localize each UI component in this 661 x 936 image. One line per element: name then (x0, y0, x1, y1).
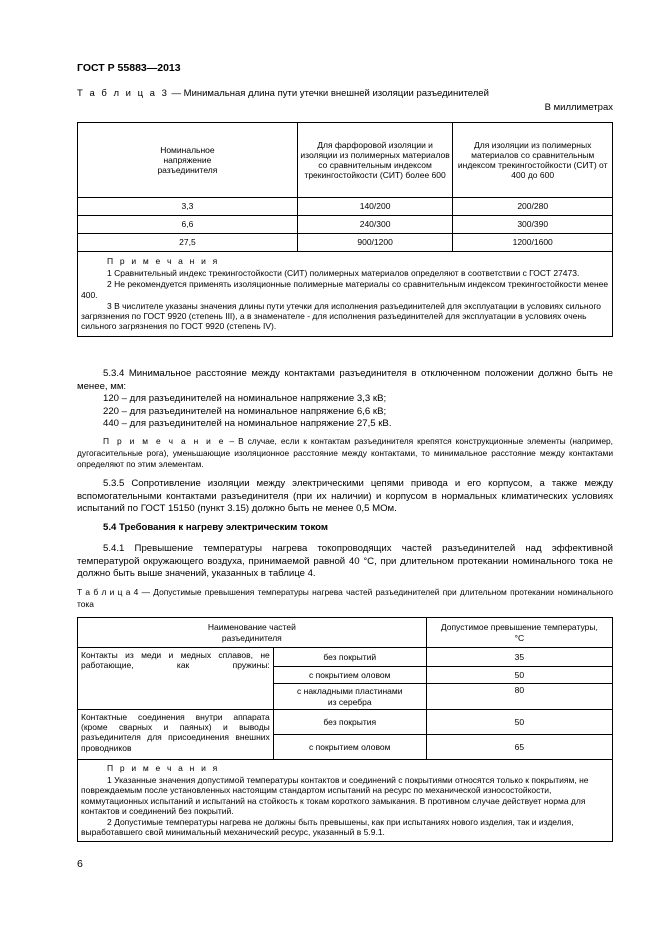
table3-cell: 3,3 (78, 198, 298, 216)
table4-value: 50 (426, 710, 612, 735)
table-row (78, 648, 613, 667)
table3-caption-rest: — Минимальная длина пути утечки внешней изоляции разъединителей (168, 88, 489, 99)
table4-value: 35 (426, 648, 612, 667)
table3-cell: 6,6 (78, 216, 298, 234)
table3-caption (77, 88, 489, 99)
table4-coating: с накладными пластинами из серебра (273, 684, 426, 710)
table3-cell: 140/200 (297, 198, 453, 216)
document-header: ГОСТ Р 55883—2013 (77, 62, 181, 74)
table3-caption-prefix: Т а б л и ц а 3 (77, 88, 169, 99)
table4-value: 50 (426, 667, 612, 684)
table3-units: В миллиметрах (544, 102, 613, 113)
table-row (78, 234, 613, 252)
note-5-3-4 (77, 436, 613, 471)
table4-coating: без покрытий (273, 648, 426, 667)
table3-cell: 240/300 (297, 216, 453, 234)
note-text: – В случае, если к контактам разъединителя крепятся конструкционные элементы (например, дугогасительные рога), уменьшающие изоляционное расстояние между контактами, то минимальное расстояние между контактами определяют по этим элементам. (77, 436, 613, 469)
section-5-3-4 (77, 368, 613, 431)
paragraph-5-4-1: 5.4.1 Превышение температуры нагрева токопроводящих частей разъединителей над эффективной температурой окружающего воздуха, принимаемой равной 40 °С, при длительном протекании номинального тока не должно быть выше значений, указанных в таблице 4. (77, 543, 613, 580)
table4-value: 65 (426, 735, 612, 760)
paragraph-5-3-4: 5.3.4 Минимальное расстояние между контактами разъединителя в отключенном положении должно быть не менее, мм: (77, 368, 613, 392)
table3-cell: 27,5 (78, 234, 298, 252)
table3-cell: 200/280 (453, 198, 613, 216)
table3-cell: 900/1200 (297, 234, 453, 252)
table-row (78, 216, 613, 234)
table-row (78, 710, 613, 735)
table3-notes-row (78, 252, 613, 337)
table3-notes-title: П р и м е ч а н и я (107, 256, 220, 266)
table3-cell: 300/390 (453, 216, 613, 234)
list-item: 440 – для разъединителей на номинальное напряжение 27,5 кВ. (103, 418, 392, 430)
table4-notes (78, 760, 613, 842)
table4-header-part: Наименование частей разъединителя (78, 618, 427, 648)
table-row (78, 198, 613, 216)
table3-cell: 1200/1600 (453, 234, 613, 252)
table3-header-polymer: Для изоляции из полимерных материалов со сравнительным индексом трекингостойкости (СИТ) от 400 до 600 (453, 123, 613, 198)
table4-notes-title: П р и м е ч а н и я (107, 763, 220, 773)
table4-coating: с покрытием оловом (273, 735, 426, 760)
table4-group-connections: Контактные соединения внутри аппарата (кроме сварных и паяных) и выводы разъединителя для присоединения внешних проводников (78, 710, 274, 760)
page-number: 6 (77, 858, 83, 870)
table4-notes-row (78, 760, 613, 842)
table3-header-voltage: Номинальное напряжение разъединителя (78, 123, 298, 198)
table4-group-contacts: Контакты из меди и медных сплавов, не работающие, как пружины: (78, 648, 274, 710)
table3-header-porcelain: Для фарфоровой изоляции и изоляции из полимерных материалов со сравнительным индексом трекингостойкости (СИТ) более 600 (297, 123, 453, 198)
section-heading-5-4: 5.4 Требования к нагреву электрическим током (103, 522, 328, 533)
table4-coating: без покрытия (273, 710, 426, 735)
table4-coating: с покрытием оловом (273, 667, 426, 684)
table3 (77, 122, 613, 337)
paragraph-5-3-5: 5.3.5 Сопротивление изоляции между электрическими цепями привода и его корпусом, а также между вспомогательными контактами разъединителя (при их наличии) и корпусом в нормальных климатических условиях испытаний по ГОСТ 15150 (пункт 3.15) должно быть не менее 0,5 МОм. (77, 478, 613, 515)
table3-note-1: 1 Сравнительный индекс трекингостойкости (СИТ) полимерных материалов определяют в соответствии с ГОСТ 27473. (107, 268, 580, 279)
table4-caption: Т а б л и ц а 4 — Допустимые превышения температуры нагрева частей разъединителей при длительном протекании номинального тока (77, 587, 613, 609)
table4-value: 80 (426, 684, 612, 710)
table3-note-2: 2 Не рекомендуется применять изоляционные полимерные материалы со сравнительным индексом трекингостойкости менее 400. (81, 279, 609, 300)
table3-header-row (78, 123, 613, 198)
table4-header-temp: Допустимое превышение температуры, °С (426, 618, 612, 648)
table4-header-row (78, 618, 613, 648)
list-item: 220 – для разъединителей на номинальное напряжение 6,6 кВ; (103, 405, 387, 417)
table4 (77, 617, 613, 842)
table3-notes (78, 252, 613, 337)
table4-note-1: 1 Указанные значения допустимой температуры контактов и соединений с покрытиями относятся только к покрытиям, не повреждаемым после установленных настоящим стандартом испытаний на ресурс по механической износостойкости, коммутационных испытаний и испытаний на стойкость к токам короткого замыкания. В противном случае действует норма для контактов и соединений без покрытий. (81, 775, 589, 816)
list-item: 120 – для разъединителей на номинальное напряжение 3,3 кВ; (103, 393, 387, 405)
note-label: П р и м е ч а н и е (103, 436, 226, 446)
table3-note-3: 3 В числителе указаны значения длины пути утечки для исполнения разъединителей для эксплуатации в условиях сильного загрязнения по ГОСТ 9920 (степень III), а в знаменателе - для исполнения разъединителей для эксплуатации в условиях очень сильного загрязнения по ГОСТ 9920 (степень IV). (81, 300, 601, 332)
table4-note-2: 2 Допустимые температуры нагрева не должны быть превышены, как при испытаниях нового изделия, так и изделия, выработавшего свой минимальный механический ресурс, указанный в 5.9.1. (81, 816, 574, 838)
